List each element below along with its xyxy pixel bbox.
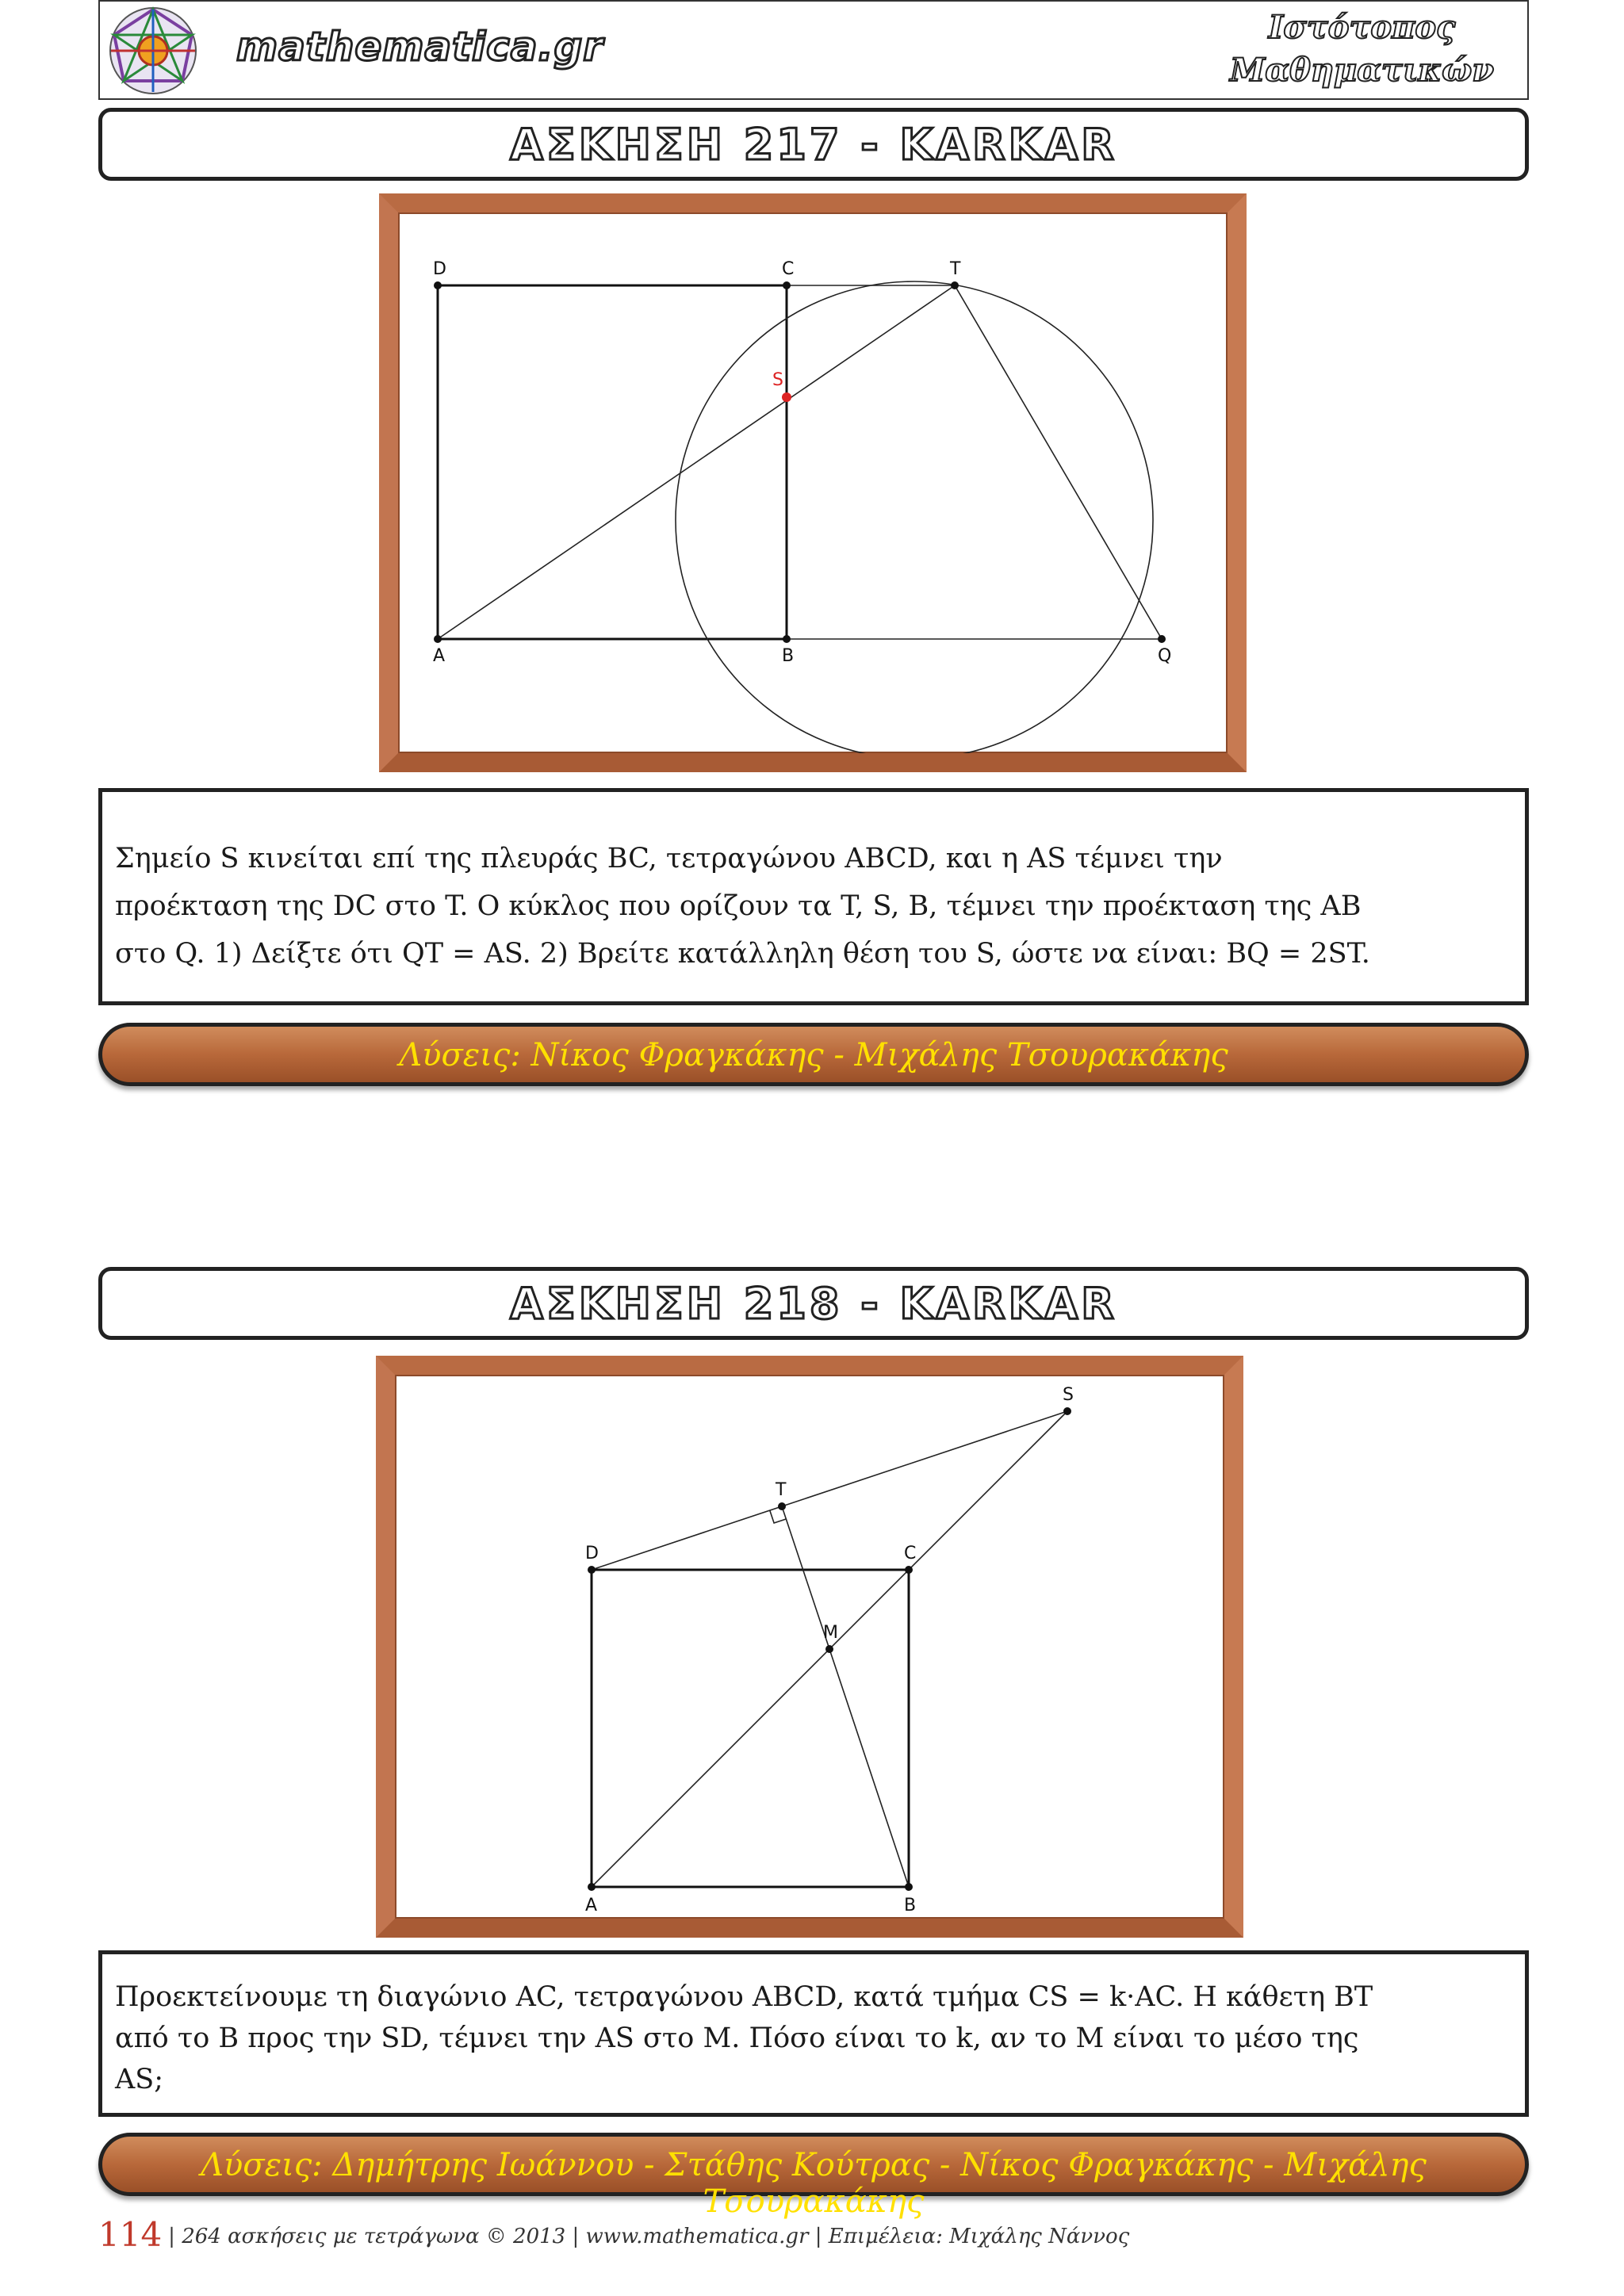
exercise-217-title: ΑΣΚΗΣΗ 217 - KARKAR: [510, 120, 1117, 170]
label-b: B: [904, 1896, 917, 1915]
point-c: [905, 1566, 913, 1574]
point-c: [783, 281, 791, 289]
label-q: Q: [1158, 646, 1172, 666]
exercise-218-title-bar: [98, 1267, 1529, 1340]
exercise-218-problem: [98, 1950, 1529, 2117]
exercise-217-title-bar: [98, 108, 1529, 181]
point-d: [588, 1566, 596, 1574]
point-a: [434, 635, 442, 643]
footer-text: | 264 ασκήσεις με τετράγωνα © 2013 | www.mathematica.gr | Επιμέλεια: Μιχάλης Νάννος: [168, 2225, 1130, 2248]
point-d: [434, 281, 442, 289]
label-t: T: [950, 259, 961, 279]
point-t: [951, 281, 959, 289]
problem-217-line-3: στο Q. 1) Δείξτε ότι QT = AS. 2) Βρείτε κατάλληλη θέση του S, ώστε να είναι: BQ = 2ST.: [115, 938, 1370, 970]
label-b: B: [782, 646, 795, 666]
point-s: [1063, 1407, 1071, 1415]
label-c: C: [782, 259, 795, 279]
site-header: [98, 0, 1529, 100]
label-t: T: [776, 1480, 787, 1500]
exercise-218-solutions-bar[interactable]: [98, 2133, 1529, 2220]
page-footer: [98, 2215, 1129, 2254]
circle-tsbq: [676, 281, 1153, 753]
line-sd: [592, 1411, 1067, 1570]
point-t: [778, 1502, 786, 1510]
problem-218-line-3: AS;: [115, 2064, 164, 2095]
point-s[interactable]: [782, 392, 791, 402]
page-number: 114: [98, 2215, 163, 2254]
label-c: C: [904, 1544, 917, 1563]
point-b: [905, 1883, 913, 1891]
label-d: D: [433, 259, 446, 279]
exercise-217-figure: [379, 193, 1247, 772]
exercise-218-diagram: [395, 1375, 1224, 1919]
problem-218-line-1: Προεκτείνουμε τη διαγώνιο AC, τετραγώνου ABCD, κατά τμήμα CS = k·AC. Η κάθετη BT: [115, 1981, 1373, 2013]
exercise-217-diagram: [398, 212, 1228, 753]
label-d: D: [585, 1544, 599, 1563]
point-a: [588, 1883, 596, 1891]
exercise-217-problem: [98, 788, 1529, 1005]
label-a: A: [433, 646, 446, 666]
site-subtitle-line1: Ιστότοπος: [1268, 9, 1456, 46]
segment-qt: [955, 285, 1162, 639]
problem-217-line-2: προέκταση της DC στο T. Ο κύκλος που ορίζουν τα T, S, B, τέμνει την προέκταση της AB: [115, 890, 1362, 922]
line-as-t: [438, 285, 955, 639]
exercise-217-solutions-bar[interactable]: [98, 1023, 1529, 1086]
site-name[interactable]: mathematica.gr: [236, 24, 603, 70]
mathematica-logo-icon: [103, 5, 203, 97]
line-bt: [782, 1506, 909, 1887]
label-a: A: [585, 1896, 598, 1915]
exercise-218-figure: [376, 1356, 1243, 1938]
point-q: [1158, 635, 1166, 643]
exercise-217-solutions-text: Λύσεις: Νίκος Φραγκάκης - Μιχάλης Τσουρακάκης: [399, 1037, 1228, 1073]
point-m: [825, 1645, 833, 1653]
square-abcd: [438, 285, 787, 639]
label-m: M: [823, 1623, 838, 1643]
problem-217-line-1: Σημείο S κινείται επί της πλευράς BC, τετραγώνου ABCD, και η AS τέμνει την: [115, 843, 1223, 874]
site-subtitle-line2: Μαθηματικών: [1230, 52, 1494, 89]
exercise-218-title: ΑΣΚΗΣΗ 218 - KARKAR: [510, 1279, 1117, 1329]
exercise-218-solutions-text: Λύσεις: Δημήτρης Ιωάννου - Στάθης Κούτρας - Νίκος Φραγκάκης - Μιχάλης Τσουρακάκης: [201, 2147, 1427, 2220]
point-b: [783, 635, 791, 643]
site-subtitle: [1230, 6, 1494, 92]
label-s: S: [1063, 1385, 1074, 1405]
label-s: S: [772, 370, 783, 390]
problem-218-line-2: από το B προς την SD, τέμνει την AS στο M. Πόσο είναι το k, αν το M είναι το μέσο της: [115, 2022, 1359, 2054]
